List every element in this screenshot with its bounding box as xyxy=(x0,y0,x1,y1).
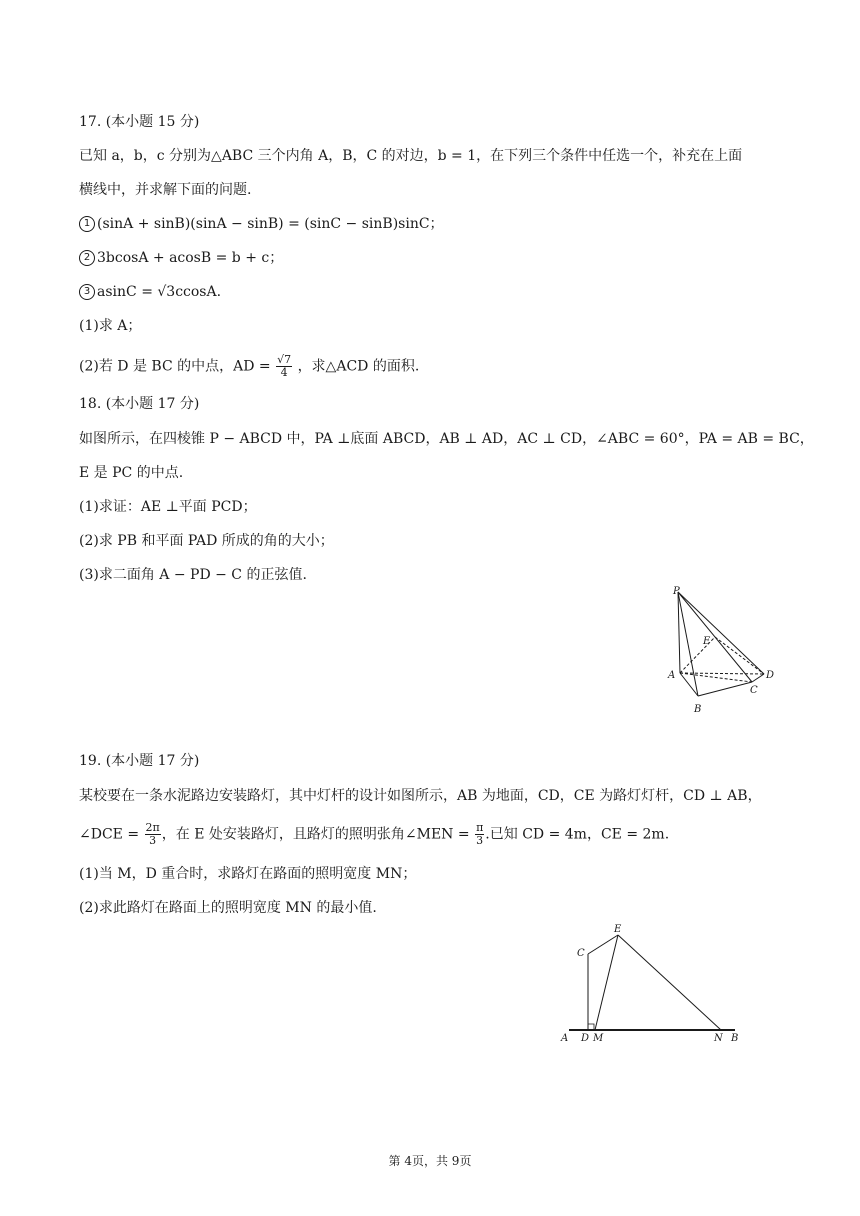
q17-intro-line1: 已知 a，b，c 分别为△ABC 三个内角 A，B，C 的对边，b = 1，在下列三个条件中任选一个，补充在上面 xyxy=(79,148,743,164)
edge-ED xyxy=(715,637,764,674)
label-D: D xyxy=(766,670,775,681)
fraction-numerator: √7 xyxy=(277,353,292,366)
q18-header: 18. (本小题 17 分) xyxy=(79,396,200,412)
light-ray-EM xyxy=(595,935,618,1030)
q17-condition-1 xyxy=(79,214,444,234)
q17-condition-3 xyxy=(79,282,221,302)
q17-condition-2 xyxy=(79,248,283,268)
edge-AD xyxy=(680,673,764,674)
circled-number-1: 1 xyxy=(79,216,95,232)
q17-intro-line2: 横线中，并求解下面的问题. xyxy=(79,182,252,198)
q19-part1: (1)当 M，D 重合时，求路灯在路面的照明宽度 MN； xyxy=(79,866,417,882)
label-E: E xyxy=(703,636,711,647)
q18-part3: (3)求二面角 A − PD − C 的正弦值. xyxy=(79,567,307,583)
q19-intro-text-a: ∠DCE = xyxy=(79,826,140,843)
q19-header: 19. (本小题 17 分) xyxy=(79,753,200,769)
label-C: C xyxy=(750,685,758,696)
pyramid-figure xyxy=(660,582,790,722)
label-B: B xyxy=(731,1033,739,1044)
fraction-denominator: 3 xyxy=(149,834,157,847)
fraction-2pi-over-3 xyxy=(145,822,161,847)
condition-2-text: 3bcosA + acosB = b + c； xyxy=(97,250,284,266)
label-C: C xyxy=(577,948,585,959)
edge-PA xyxy=(678,592,680,673)
q18-intro-line2: E 是 PC 的中点. xyxy=(79,465,184,481)
fraction-numerator: 2π xyxy=(145,821,160,834)
fraction-pi-over-3 xyxy=(475,822,484,847)
q17-part2-text-b: ，求△ACD 的面积. xyxy=(297,358,420,375)
condition-3-text: asinC = √3ccosA. xyxy=(97,284,222,300)
fraction-sqrt7-over-4 xyxy=(276,354,292,379)
label-D: D xyxy=(581,1033,590,1044)
q19-intro-text-b: ，在 E 处安装路灯，且路灯的照明张角∠MEN = xyxy=(161,826,470,843)
label-A: A xyxy=(668,670,676,681)
circled-number-3: 3 xyxy=(79,284,95,300)
q17-part2 xyxy=(79,354,419,379)
q17-header: 17. (本小题 15 分) xyxy=(79,114,200,130)
pole-CE xyxy=(588,935,618,954)
label-M: M xyxy=(593,1033,604,1044)
streetlight-figure xyxy=(555,920,745,1050)
fraction-numerator: π xyxy=(476,821,484,834)
fraction-denominator: 3 xyxy=(476,834,484,847)
q19-part2: (2)求此路灯在路面上的照明宽度 MN 的最小值. xyxy=(79,900,377,916)
edge-CD xyxy=(752,674,764,682)
label-P: P xyxy=(673,586,680,597)
label-B: B xyxy=(694,704,702,715)
fraction-denominator: 4 xyxy=(280,366,288,379)
q19-intro-text-c: .已知 CD = 4m，CE = 2m. xyxy=(485,826,670,843)
label-N: N xyxy=(714,1033,723,1044)
q17-part1: (1)求 A； xyxy=(79,318,142,334)
q19-intro-line1: 某校要在一条水泥路边安装路灯，其中灯杆的设计如图所示，AB 为地面，CD，CE 为路灯灯杆，CD ⊥ AB， xyxy=(79,788,762,804)
page-footer: 第 4页，共 9页 xyxy=(388,1154,472,1168)
label-A: A xyxy=(561,1033,569,1044)
edge-AC xyxy=(680,673,752,682)
q19-intro-line2 xyxy=(79,822,669,847)
light-ray-EN xyxy=(618,935,721,1030)
q18-part1: (1)求证：AE ⊥平面 PCD； xyxy=(79,499,257,515)
label-E: E xyxy=(614,924,622,935)
condition-1-text: (sinA + sinB)(sinA − sinB) = (sinC − sinB)sinC； xyxy=(97,216,444,232)
circled-number-2: 2 xyxy=(79,250,95,266)
q18-intro-line1: 如图所示，在四棱锥 P − ABCD 中，PA ⊥底面 ABCD，AB ⊥ AD，AC ⊥ CD，∠ABC = 60°，PA = AB = BC， xyxy=(79,431,814,447)
q17-part2-text-a: (2)若 D 是 BC 的中点，AD = xyxy=(79,358,271,375)
edge-BC xyxy=(698,682,752,696)
q18-part2: (2)求 PB 和平面 PAD 所成的角的大小； xyxy=(79,533,334,549)
